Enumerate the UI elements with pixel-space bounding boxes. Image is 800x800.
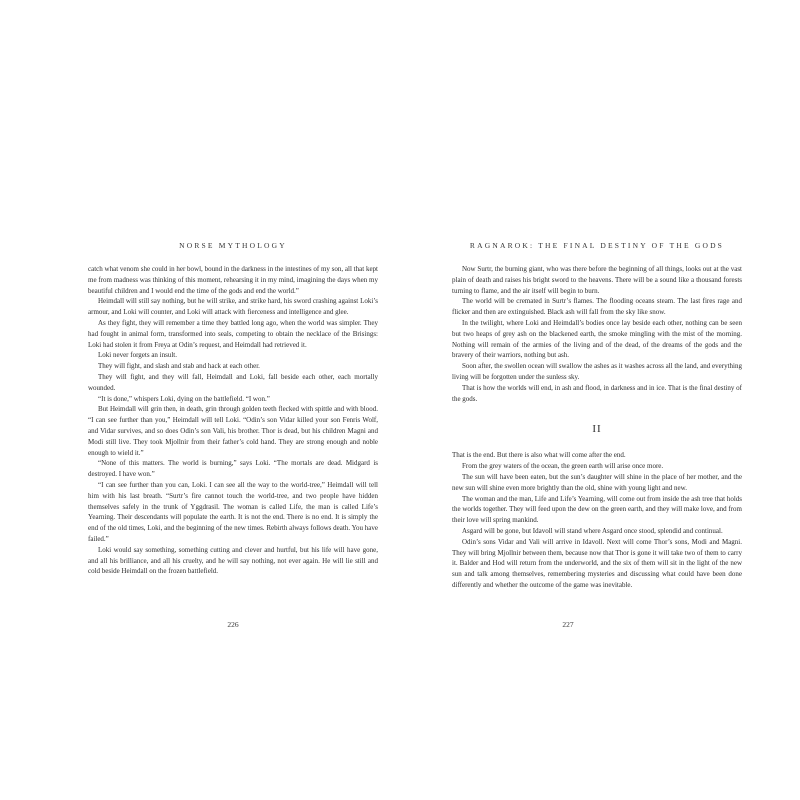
left-page-body <box>88 264 378 577</box>
paragraph: From the grey waters of the ocean, the green earth will arise once more. <box>462 462 664 471</box>
paragraph: They will fight, and slash and stab and hack at each other. <box>98 362 260 371</box>
paragraph: As they fight, they will remember a time they battled long ago, when the world was simpler. They had fought in animal form, transformed into seals, competing to obtain the necklace of the Brisings: Loki had stolen it from Freya at Odin’s request, and Heimdall had retrieved it. <box>88 318 378 349</box>
paragraph: That is how the worlds will end, in ash and flood, in darkness and in ice. That is the final destiny of the gods. <box>452 383 742 403</box>
running-head-right: RAGNAROK: THE FINAL DESTINY OF THE GODS <box>469 241 725 250</box>
paragraph: But Heimdall will grin then, in death, grin through golden teeth flecked with spittle and with blood. “I can see further than you,” Heimdall will tell Loki. “Odin’s son Vidar killed your son Fenris Wolf, and Vidar survives, and so does Odin’s son Vali, his brother. Thor is dead, but his children Magni and Modi still live. They took Mjollnir from their father’s cold hand. They are strong enough and noble enough to wield it.” <box>88 405 378 457</box>
right-page <box>452 240 742 591</box>
paragraph: Heimdall will still say nothing, but he will strike, and strike hard, his sword crashing against Loki’s armour, and Loki will counter, and Loki will attack with fierceness and intelligence and glee. <box>88 297 378 317</box>
running-head-left: NORSE MYTHOLOGY <box>179 241 287 250</box>
paragraph: The sun will have been eaten, but the sun’s daughter will shine in the place of her mother, and the new sun will shine even more brightly than the old, shine with young light and new. <box>452 472 742 492</box>
right-page-body <box>452 264 742 591</box>
paragraph: “It is done,” whispers Loki, dying on the battlefield. “I won.” <box>98 394 270 403</box>
paragraph: That is the end. But there is also what will come after the end. <box>452 451 626 460</box>
paragraph: Soon after, the swollen ocean will swallow the ashes as it washes across all the land, and everything living will be forgotten under the sunless sky. <box>452 362 742 381</box>
paragraph: The world will be cremated in Surtr’s flames. The flooding oceans steam. The last fires rage and flicker and then are extinguished. Black ash will fall from the sky like snow. <box>452 297 742 317</box>
paragraph: “None of this matters. The world is burning,” says Loki. “The mortals are dead. Midgard is destroyed. I have won.” <box>88 459 378 479</box>
paragraph: In the twilight, where Loki and Heimdall’s bodies once lay beside each other, nothing can be seen but two heaps of grey ash on the blackened earth, the smoke mingling with the mist of the morning. Nothing will remain of the armies of the living and of the dead, of the dreams of the gods and the bravery of their warriors, nothing but ash. <box>452 318 742 360</box>
paragraph: catch what venom she could in her bowl, bound in the darkness in the intestines of my son, all that kept me from madness was thinking of this moment, rehearsing it in my mind, imagining the days when my beautiful children and I would end the time of the gods and end the world.” <box>88 265 378 295</box>
paragraph: Loki would say something, something cutting and clever and hurtful, but his life will have gone, and all his brilliance, and all his cruelty, and he will say nothing, not ever again. He will lie still and cold beside Heimdall on the frozen battlefield. <box>88 545 378 576</box>
page-number-left: 226 <box>227 620 239 629</box>
paragraph: The woman and the man, Life and Life’s Yearning, will come out from inside the ash tree that holds the worlds together. They will feed upon the dew on the green earth, and they will make love, and from their love will spring mankind. <box>452 494 742 525</box>
paragraph: Now Surtr, the burning giant, who was there before the beginning of all things, looks out at the vast plain of death and raises his bright sword to the heavens. There will be a sound like a thousand forests turning to flame, and the air itself will begin to burn. <box>452 265 742 295</box>
paragraph: “I can see further than you can, Loki. I can see all the way to the world-tree,” Heimdall will tell him with his last breath. “Surtr’s fire cannot touch the world-tree, and two people have hidden themselves safely in the trunk of Yggdrasil. The woman is called Life, the man is called Life’s Yearning. Their descendants will populate the earth. It is not the end. There is no end. It is simply the end of the old times, Loki, and the beginning of the new times. Rebirth always follows death. You have failed.” <box>88 480 378 543</box>
paragraph: Asgard will be gone, but Idavoll will stand where Asgard once stood, splendid and continual. <box>462 526 723 535</box>
section-number: II <box>592 423 602 436</box>
paragraph: They will fight, and they will fall, Heimdall and Loki, fall beside each other, each mortally wounded. <box>88 372 378 392</box>
paragraph: Odin’s sons Vidar and Vali will arrive in Idavoll. Next will come Thor’s sons, Modi and Magni. They will bring Mjollnir between them, because now that Thor is gone it will take two of them to carry it. Balder and Hod will return from the underworld, and the six of them will sit in the light of the new sun and talk among themselves, remembering mysteries and discussing what could have been done differently and whether the outcome of the game was inevitable. <box>452 537 742 589</box>
left-page <box>88 240 378 577</box>
paragraph: Loki never forgets an insult. <box>98 351 177 360</box>
page-number-right: 227 <box>562 620 574 629</box>
